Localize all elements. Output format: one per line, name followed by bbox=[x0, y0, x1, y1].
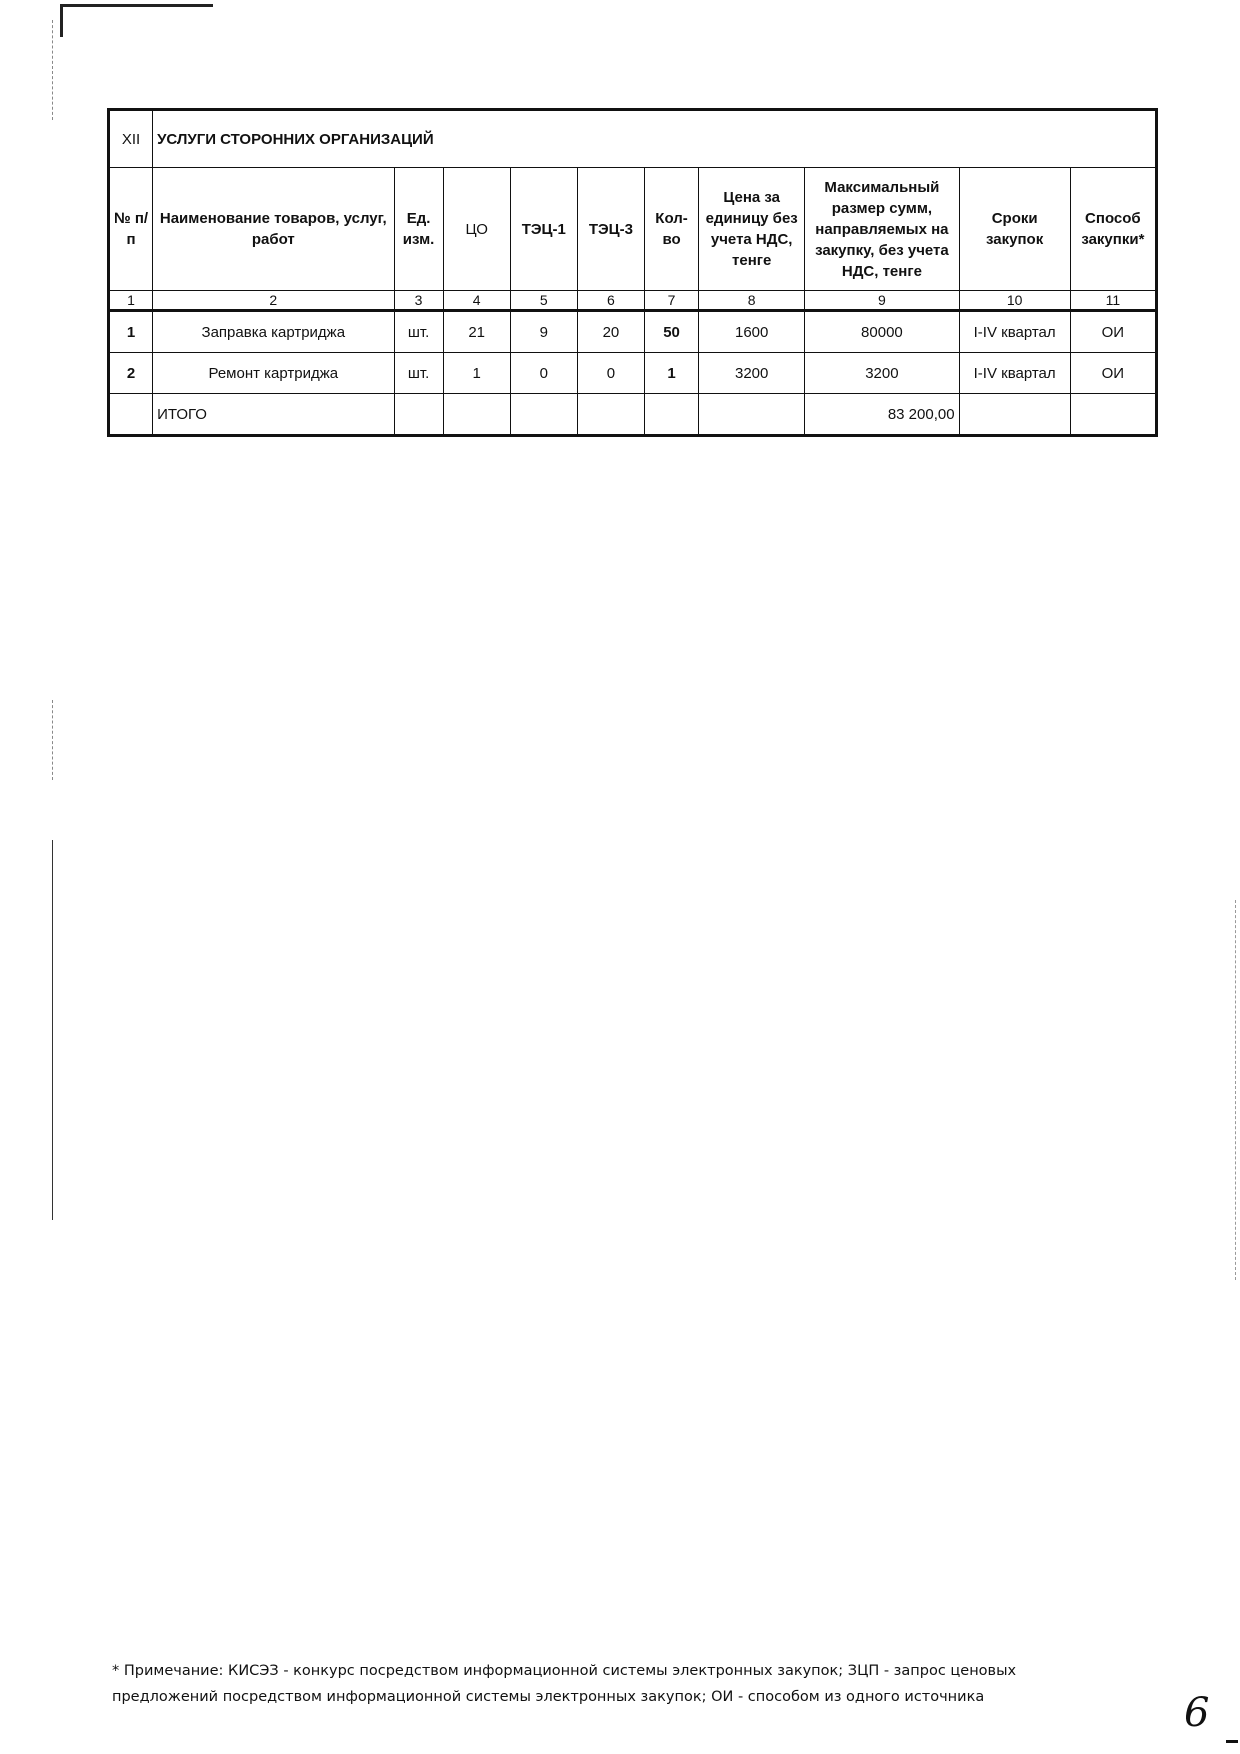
header-num: № п/п bbox=[109, 168, 153, 291]
total-empty-cell bbox=[959, 394, 1070, 436]
row-co: 21 bbox=[443, 311, 510, 353]
procurement-table bbox=[107, 108, 1158, 437]
row-num: 2 bbox=[109, 353, 153, 394]
row-co: 1 bbox=[443, 353, 510, 394]
total-empty-cell bbox=[394, 394, 443, 436]
total-empty-cell bbox=[510, 394, 577, 436]
column-index: 10 bbox=[959, 291, 1070, 311]
column-index-row bbox=[109, 291, 1157, 311]
total-empty-cell bbox=[443, 394, 510, 436]
column-index: 8 bbox=[699, 291, 805, 311]
row-price: 3200 bbox=[699, 353, 805, 394]
section-row bbox=[109, 110, 1157, 168]
total-empty-cell bbox=[644, 394, 698, 436]
total-label: ИТОГО bbox=[153, 394, 394, 436]
column-index: 11 bbox=[1070, 291, 1156, 311]
footnote-line: * Примечание: КИСЭЗ - конкурс посредством информационной системы электронных закупок; ЗЦП - запрос ценовых bbox=[112, 1663, 1017, 1679]
header-row bbox=[109, 168, 1157, 291]
scan-edge-artifact bbox=[52, 840, 53, 1220]
total-empty-cell bbox=[699, 394, 805, 436]
row-price: 1600 bbox=[699, 311, 805, 353]
footnote bbox=[112, 1658, 1072, 1710]
row-tec3: 20 bbox=[577, 311, 644, 353]
scan-corner-mark bbox=[60, 4, 213, 37]
row-unit: шт. bbox=[394, 353, 443, 394]
header-tec3: ТЭЦ-3 bbox=[577, 168, 644, 291]
page-number: 6 bbox=[1184, 1690, 1210, 1736]
table-row bbox=[109, 353, 1157, 394]
column-index: 6 bbox=[577, 291, 644, 311]
scan-edge-artifact bbox=[52, 700, 53, 780]
total-row bbox=[109, 394, 1157, 436]
row-max-sum: 3200 bbox=[805, 353, 959, 394]
section-number: XII bbox=[109, 110, 153, 168]
row-method: ОИ bbox=[1070, 311, 1156, 353]
total-empty-cell bbox=[1070, 394, 1156, 436]
total-empty-cell bbox=[109, 394, 153, 436]
column-index: 3 bbox=[394, 291, 443, 311]
header-max-sum: Максимальный размер сумм, направляемых на закупку, без учета НДС, тенге bbox=[805, 168, 959, 291]
column-index: 1 bbox=[109, 291, 153, 311]
row-terms: I-IV квартал bbox=[959, 353, 1070, 394]
column-index: 7 bbox=[644, 291, 698, 311]
row-name: Заправка картриджа bbox=[153, 311, 394, 353]
total-value: 83 200,00 bbox=[805, 394, 959, 436]
header-co: ЦО bbox=[443, 168, 510, 291]
row-qty: 1 bbox=[644, 353, 698, 394]
header-unit: Ед. изм. bbox=[394, 168, 443, 291]
column-index: 2 bbox=[153, 291, 394, 311]
column-index: 5 bbox=[510, 291, 577, 311]
footnote-line: предложений посредством информационной системы электронных закупок; ОИ - способом из одного источника bbox=[112, 1689, 985, 1705]
header-name: Наименование товаров, услуг, работ bbox=[153, 168, 394, 291]
row-terms: I-IV квартал bbox=[959, 311, 1070, 353]
row-tec1: 0 bbox=[510, 353, 577, 394]
row-max-sum: 80000 bbox=[805, 311, 959, 353]
column-index: 9 bbox=[805, 291, 959, 311]
scan-edge-artifact bbox=[1235, 900, 1236, 1280]
table-row bbox=[109, 311, 1157, 353]
row-qty: 50 bbox=[644, 311, 698, 353]
header-price: Цена за единицу без учета НДС, тенге bbox=[699, 168, 805, 291]
row-method: ОИ bbox=[1070, 353, 1156, 394]
header-method: Способ закупки* bbox=[1070, 168, 1156, 291]
row-tec1: 9 bbox=[510, 311, 577, 353]
dash-mark bbox=[1226, 1740, 1238, 1743]
header-tec1: ТЭЦ-1 bbox=[510, 168, 577, 291]
header-terms: Сроки закупок bbox=[959, 168, 1070, 291]
row-tec3: 0 bbox=[577, 353, 644, 394]
row-num: 1 bbox=[109, 311, 153, 353]
scan-edge-artifact bbox=[52, 20, 53, 120]
row-unit: шт. bbox=[394, 311, 443, 353]
row-name: Ремонт картриджа bbox=[153, 353, 394, 394]
header-qty: Кол-во bbox=[644, 168, 698, 291]
total-empty-cell bbox=[577, 394, 644, 436]
column-index: 4 bbox=[443, 291, 510, 311]
section-title: УСЛУГИ СТОРОННИХ ОРГАНИЗАЦИЙ bbox=[153, 110, 1157, 168]
